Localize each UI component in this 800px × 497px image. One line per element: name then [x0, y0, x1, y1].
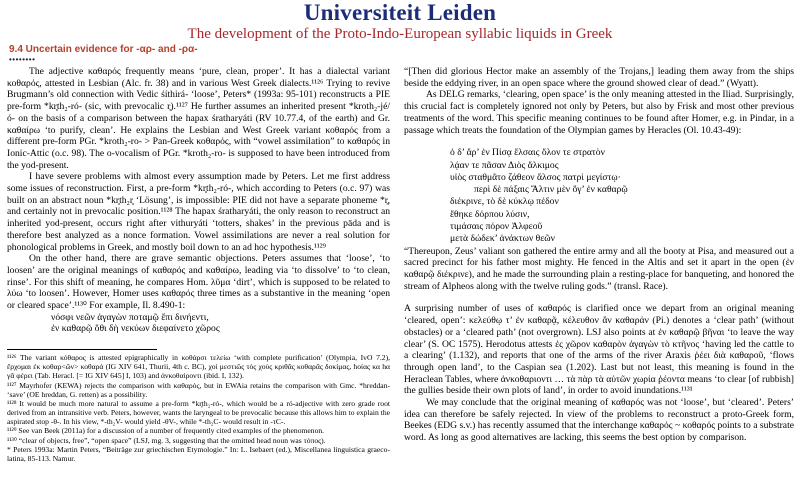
footnote: ¹¹³⁰ “clear of objects, free”, “open space” (LSJ, mg. 3, suggesting that the omitted head noun was τόπος). [7, 435, 326, 445]
quote-line: νόσφι νεῶν ἀγαγὼν ποταμῷ ἔπι δινήεντι, [51, 311, 209, 323]
quote-line: ἐν καθαρῷ ὅθι δὴ νεκύων διεφαίνετο χῶρος [51, 323, 220, 335]
left-column [7, 66, 390, 463]
paragraph: As DELG remarks, ‘clearing, open space’ is the only meaning attested in the Iliad. Surprisingly, this crucial fact is completely ignored not only by Peters, but also by Frisk and most other previous treatments of the word. This specific meaning continues to be found after Homer, e.g. in Pindar, in a passage which treats the foundation of the Olympian games by Heracles (Ol. 10.43-49): [404, 89, 794, 136]
right-column [404, 66, 794, 444]
greek-line: μετὰ δώδεκ’ ἀνάκτων θεῶν [450, 233, 555, 245]
pindar-translation: “Thereupon, Zeus’ valiant son gathered the entire army and all the booty at Pisa, and measured out a sacred precinct for his father most mighty. He fenced in the Altis and set it apart in the open (ἐν καθαρῷ διέκρινε), and he made the surrounding plain a resting-place for banqueting, and honored the stream of Alpheos along with the twelve ruling gods.” (transl. Race). [404, 245, 794, 292]
greek-line: διέκρινε, τὸ δὲ κύκλῳ πέδον [450, 196, 559, 208]
paragraph: I have severe problems with almost every assumption made by Peters. Let me first address some issues of reconstruction. First, a pre-form *kr̥th₂-ró-, which according to Peters (o.c. 97) was built on an abstract noun *kr̥th₂r̥ ‘Lösung’, is impossible: PIE did not have a separate phoneme *r̥, and certainly not in prevocalic position.¹¹²⁸ The hapax śratharyáti, the only reason to reconstruct an inherited yod-present, occurs right after vithuryáti ‘totters, shakes’ in the previous pāda and is therefore best analyzed as a nonce formation. Vowel assimilations are never a real solution for phonological problems in Greek, and mostly boil down to an ad hoc hypothesis.¹¹²⁹ [7, 171, 390, 253]
footnote: ¹¹²⁹ See van Beek (2011a) for a discussion of a number of frequently cited examples of the phenomenon. [7, 426, 325, 436]
paragraph: The adjective καθαρός frequently means ‘pure, clean, proper’. It has a dialectal variant κοθαρός, attested in Lesbian (Alc. fr. 38) and in various West Greek dialects.¹¹²⁶ Trying to revive Brugmann’s old connection with Vedic śíthirá- ‘loose’, Peters* (1993a: 95-101) reconstructs a PIE pre-form *kr̥th₂-ró- (sic, with prevocalic r̥).¹¹²⁷ He further assumes an inherited present *kroth₂-jé/ó- on the basis of a comparison between the hapax śratharyáti (RV 10.77.4, of the earth) and Gr. καθαίρω ‘to purify, clean’. He explains the Lesbian and West Greek variant κοθαρός from a different pre-form PGr. *kroth₂-ro- > Pan-Greek κοθαρός, with “vowel assimilation” to καθαρός in Ionic-Attic (o.c. 98). The o-vocalism of PGr. *kroth₂-ro- is supposed to have been introduced from the yod-present. [7, 66, 390, 171]
footnote: ¹¹²⁸ It would be much more natural to assume a pre-form *kr̥th₂-ró-, which would be a ró-adjective with zero grade root derived from an intransitive verb. Peters, however, wants the laryngeal to be prevocalic because this allows him to explain the aspirated stop -θ-. In his view, *-th₂V- would yield -θV-, while *-th₂C- would result in -τC-. [7, 398, 390, 427]
section-stars: •••••••• [9, 55, 36, 64]
homer-quote [7, 312, 390, 335]
quote-translation: “[Then did glorious Hector make an assembly of the Trojans,] leading them away from the ships beside the eddying river, in an open space where the ground showed clear of dead.” (Wyatt). [404, 66, 794, 89]
footnote-reference: * Peters 1993a: Martin Peters, “Beiträge zur griechischen Etymologie.” In: L. Isebaert (ed.), Miscellanea linguistica graeco-latina, 85-113. Namur. [7, 444, 390, 463]
greek-line: ὁ δ’ ἄρ’ ἐν Πίσᾳ ἔλσαις ὅλον τε στρατὸν [450, 147, 605, 159]
footnote: ¹¹²⁶ The variant κόθαρος is attested epigraphically in κοθάρσι τελείω ‘with complete purification’ (Olympia, IvO 7.2), ἔρχομαι ἐκ κοθαρ<ῶν> κοθαρά (IG XIV 641, Thurii, 4th c. BC), χοὶ μεστιῶς τὸς χοὺς κριθᾶς κοθαρᾶς δοκίμας, hoίας κα hα γᾶ φέρει (Tab. Heracl. [= IG XIV 645] I, 103) and ἀνκοθαίροντι (ibid. I, 132). [7, 353, 390, 381]
greek-line: ἔθηκε δόρπου λύσιν, [450, 208, 530, 220]
footnotes [7, 353, 390, 463]
greek-line: λᾴαν τε πᾶσαν Διὸς ἄλκιμος [450, 159, 559, 171]
footnote-rule [7, 349, 157, 350]
greek-line: περὶ δὲ πάξαις Ἄλτιν μὲν ὅγ’ ἐν καθαρῷ [474, 184, 628, 196]
pindar-quote [404, 147, 794, 245]
greek-line: υἱὸς σταθμᾶτο ζάθεον ἄλσος πατρὶ μεγίστῳ· [450, 171, 621, 183]
paragraph: On the other hand, there are grave semantic objections. Peters assumes that ‘loose’, ‘to loosen’ are the original meanings of καθαρός and καθαίρω, leading via ‘to dissolve’ to ‘to clean, rinse’. For this shift of meaning, he compares Hom. λῦμα ‘dirt’, which is supposed to be related to λύω ‘to loosen’. However, Homer uses καθαρός three times as a substantive in the meaning ‘open or cleared space’.¹¹³⁰ For example, Il. 8.490-1: [7, 253, 390, 312]
footnote: ¹¹²⁷ Mayrhofer (KEWA) rejects the comparison with καθαρός, but in EWAia retains the comparison with Gmc. *hreddan- ‘save’ (OE hreddan, G. retten) as a possibility. [7, 380, 390, 399]
paragraph: We may conclude that the original meaning of καθαρός was not ‘loose’, but ‘cleared’. Peters’ idea can therefore be safely rejected. In view of the problems to reconstruct a proto-Greek form, Beekes (EDG s.v.) has recently assumed that the interchange καθαρός ~ κοθαρός points to a substrate word. As long as good alternatives are lacking, this seems the best option by comparison. [404, 397, 794, 444]
paragraph: A surprising number of uses of καθαρός is clarified once we depart from an original meaning ‘cleared, open’: κελεύθῳ τ’ ἐν καθαρᾷ, κέλευθον ἂν καθαράν (Pi.) denotes a ‘clear path’ (without obstacles) or a ‘cleared path’ (not overgrown). LSJ also points at ἐν καθαρῷ βῆναι ‘to leave the way clear’ (S. OC 1575). Herodotus attests ἐς χῶρον καθαρὸν ἀγαγὼν τὸ κτῆνος ‘having led the cattle to a clearing’ (1.132), and reports that one of the arms of the river Araxis ῥέει διὰ καθαροῦ, ‘flows through open land’, to the Caspian sea (1.202). Last but not least, this meaning is found in the Heraclean Tables, where ἀνκοθαριοντι … τὰ πὰρ τὰ αὐτῶν χωρία ῥέοντα means ‘to clear [of rubbish] the gullies beside their own plots of land’, in order to avoid inundations.¹¹³¹ [404, 303, 794, 397]
thesis-subtitle: The development of the Proto-Indo-European syllabic liquids in Greek [187, 26, 613, 42]
university-title: Universiteit Leiden [303, 0, 497, 25]
section-heading: 9.4 Uncertain evidence for -αρ- and -ρα- [9, 44, 198, 55]
greek-line: τιμάσαις πόρον Ἀλφεοῦ [450, 221, 543, 232]
